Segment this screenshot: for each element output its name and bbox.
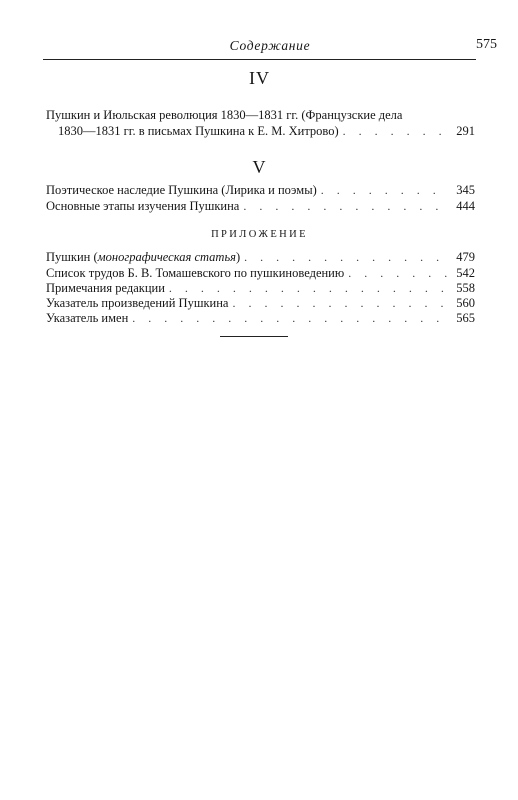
dot-leader: [343, 124, 447, 138]
running-title: Содержание: [229, 38, 311, 53]
page-number: 575: [476, 37, 497, 52]
dot-leader: [243, 199, 447, 213]
toc-entry-title: 1830—1831 гг. в письмах Пушкина к Е. М. Хитрово): [58, 124, 339, 138]
dot-leader: [169, 281, 447, 295]
toc-entry-july-revolution-line1: Пушкин и Июльская революция 1830—1831 гг. (Французские дела: [46, 108, 403, 122]
toc-entry-page: 444: [456, 199, 475, 213]
toc-entry-title: Список трудов Б. В. Томашевского по пушкиноведению: [46, 266, 345, 280]
toc-entry-title-plain: Пушкин (: [46, 250, 98, 264]
toc-entry-page: 479: [456, 250, 475, 264]
toc-entry-page: 345: [456, 183, 475, 197]
toc-entry-names-index: [46, 311, 475, 325]
running-head: [43, 36, 497, 58]
dot-leader: [321, 183, 447, 197]
toc-entry-pushkin-monograph: [46, 250, 475, 264]
toc-entry-editorial-notes: [46, 281, 475, 295]
part-v-heading: V: [252, 157, 267, 177]
toc-entry-works-index: [46, 296, 475, 310]
toc-entry-july-revolution: [58, 124, 475, 138]
toc-entry-page: 542: [456, 266, 475, 280]
toc-entry-poetic-heritage: [46, 183, 475, 197]
toc-entry-page: 558: [456, 281, 475, 295]
appendix-heading: ПРИЛОЖЕНИЕ: [211, 229, 308, 240]
toc-entry-title: Поэтическое наследие Пушкина (Лирика и поэмы): [46, 183, 317, 197]
toc-entry-title: [46, 250, 240, 264]
dot-leader: [244, 250, 447, 264]
dot-leader: [348, 266, 447, 280]
part-iv-heading: IV: [249, 68, 270, 88]
toc-entry-title: Указатель имен: [46, 311, 129, 325]
toc-entry-study-stages: [46, 199, 475, 213]
closing-rule: [220, 336, 288, 337]
dot-leader: [132, 311, 447, 325]
toc-entry-page: 565: [456, 311, 475, 325]
dot-leader: [232, 296, 447, 310]
toc-entry-title: Примечания редакции: [46, 281, 165, 295]
toc-entry-title-italic: монографическая статья: [97, 250, 236, 264]
toc-entry-tomashevsky-works: [46, 266, 475, 280]
toc-entry-title: Основные этапы изучения Пушкина: [46, 199, 240, 213]
toc-entry-page: 291: [456, 124, 475, 138]
toc-entry-page: 560: [456, 296, 475, 310]
header-rule: [43, 59, 476, 60]
toc-entry-title: Указатель произведений Пушкина: [46, 296, 229, 310]
toc-entry-title-close: ): [235, 250, 241, 264]
